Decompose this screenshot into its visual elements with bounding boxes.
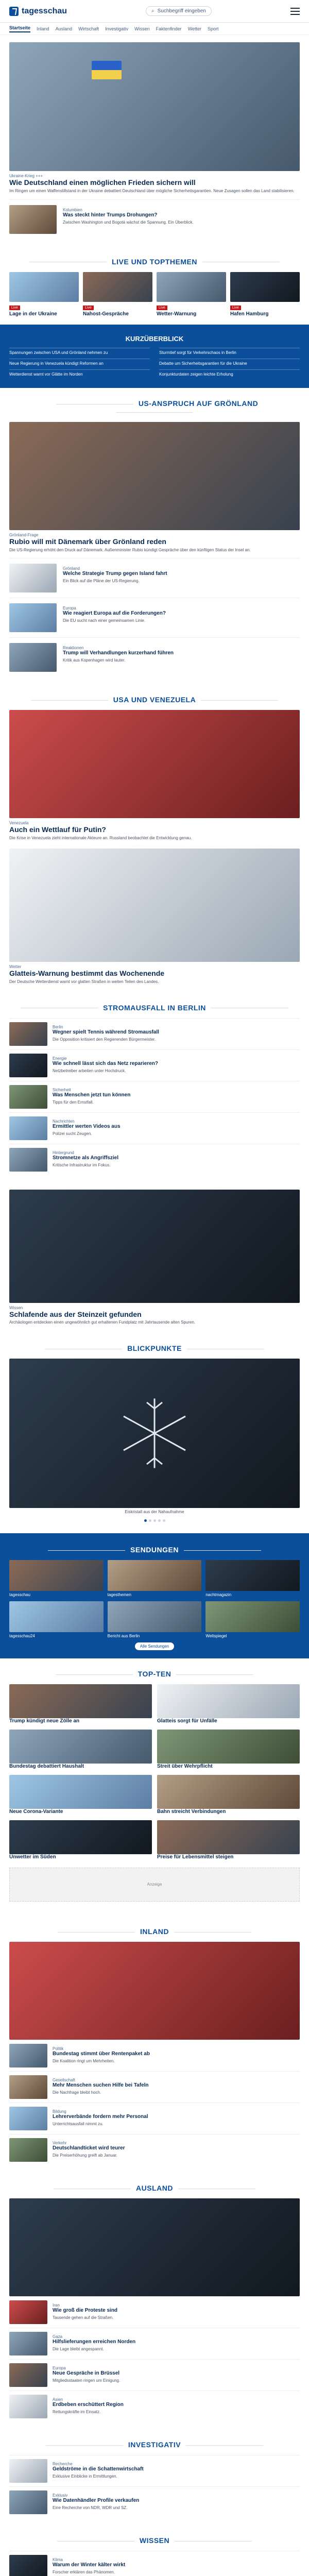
site-header <box>0 0 309 23</box>
topten-card[interactable] <box>157 1730 300 1770</box>
list-topline: Verkehr <box>53 2140 67 2145</box>
live-cards <box>9 272 300 317</box>
special-section <box>0 1182 309 1333</box>
list-image[interactable] <box>9 2459 47 2483</box>
list-headline[interactable]: Hilfslieferungen erreichen Norden <box>53 2338 136 2345</box>
live-card-image[interactable] <box>83 272 152 302</box>
topten-headline[interactable]: Neue Corona-Variante <box>9 1808 63 1815</box>
list-item[interactable] <box>9 2040 300 2071</box>
briefing-item[interactable]: Wetterdienst warnt vor Glätte im Norden <box>9 369 150 377</box>
list-teaser: Rettungskräfte im Einsatz. <box>53 2409 101 2414</box>
ukraine-flag-icon <box>92 61 122 79</box>
topten-image[interactable] <box>9 1730 152 1764</box>
briefing-item[interactable]: Konjunkturdaten zeigen leichte Erholung <box>159 369 300 377</box>
list-item[interactable] <box>9 2296 300 2328</box>
briefing-title: KURZÜBERBLICK <box>125 334 184 343</box>
list-image[interactable] <box>9 2107 47 2130</box>
story-teaser: Ein Blick auf die Pläne der US-Regierung. <box>63 579 140 584</box>
sendung-label: tagesschau <box>9 1592 30 1597</box>
sendung-image[interactable] <box>9 1601 104 1632</box>
greenland-story[interactable] <box>9 598 300 632</box>
story-topline: Reaktionen <box>63 646 84 651</box>
live-card[interactable] <box>157 272 226 317</box>
list-teaser: Die Lage bleibt angespannt. <box>53 2346 104 2351</box>
ausland-section <box>0 2173 309 2429</box>
investigativ-section <box>0 2429 309 2525</box>
weather-image[interactable] <box>9 849 300 962</box>
topten-headline[interactable]: Unwetter im Süden <box>9 1854 56 1860</box>
list-topline: Politik <box>53 2046 64 2051</box>
venezuela-topline: Venezuela <box>9 821 29 826</box>
story-image[interactable] <box>9 603 57 632</box>
list-headline[interactable]: Wie Datenhändler Profile verkaufen <box>53 2497 140 2503</box>
ausland-lead-image[interactable] <box>9 2198 300 2296</box>
list-headline[interactable]: Erdbeben erschüttert Region <box>53 2401 124 2408</box>
special-topline: Wissen <box>9 1305 23 1310</box>
advertisement[interactable]: Anzeige <box>9 1868 300 1902</box>
list-item[interactable] <box>9 1081 300 1112</box>
search-icon: ⌕ <box>151 8 154 14</box>
topten-image[interactable] <box>157 1775 300 1809</box>
topten-card[interactable] <box>9 1684 152 1724</box>
list-teaser: Die Preiserhöhung greift ab Januar. <box>53 2153 117 2158</box>
topten-headline[interactable]: Bundestag debattiert Haushalt <box>9 1763 84 1769</box>
topten-card[interactable] <box>9 1775 152 1815</box>
list-topline: Exklusiv <box>53 2493 68 2498</box>
list-image[interactable] <box>9 2332 47 2355</box>
topten-image[interactable] <box>9 1820 152 1854</box>
hero-section <box>0 35 309 246</box>
topten-grid <box>9 1684 300 1860</box>
hero-headline[interactable]: Wie Deutschland einen möglichen Frieden sichern will <box>9 178 196 187</box>
second-story-image[interactable] <box>9 205 57 234</box>
search-placeholder: Suchbegriff eingeben <box>157 8 206 14</box>
topten-card[interactable] <box>9 1730 152 1770</box>
list-topline: Asien <box>53 2397 63 2402</box>
story-headline[interactable]: Wie reagiert Europa auf die Forderungen? <box>63 611 166 617</box>
sendung-card[interactable] <box>108 1601 202 1638</box>
greenland-topline: Grönland-Frage <box>9 532 39 537</box>
nav-item[interactable]: Startseite <box>9 25 30 32</box>
topten-headline[interactable]: Bahn streicht Verbindungen <box>157 1808 226 1815</box>
briefing-item[interactable]: Spannungen zwischen USA und Grönland nehmen zu <box>9 348 150 355</box>
inland-lead-image[interactable] <box>9 1942 300 2040</box>
berlin-section <box>0 992 309 1182</box>
list-headline[interactable]: Mehr Menschen suchen Hilfe bei Tafeln <box>53 2082 149 2088</box>
list-item[interactable] <box>9 2071 300 2103</box>
live-card-title[interactable]: Wetter-Warnung <box>157 311 197 317</box>
list-item[interactable] <box>9 1144 300 1175</box>
list-item[interactable] <box>9 1112 300 1144</box>
topten-headline[interactable]: Preise für Lebensmittel steigen <box>157 1854 234 1860</box>
venezuela-headline[interactable]: Auch ein Wettlauf für Putin? <box>9 825 106 834</box>
topten-image[interactable] <box>157 1730 300 1764</box>
nav-item[interactable]: Sport <box>208 26 219 31</box>
nav-item[interactable]: Inland <box>37 26 49 31</box>
list-headline[interactable]: Wie groß die Proteste sind <box>53 2307 118 2313</box>
special-image[interactable] <box>9 1190 300 1303</box>
greenland-story[interactable] <box>9 558 300 592</box>
carousel-dots[interactable] <box>9 1519 300 1522</box>
topten-card[interactable] <box>157 1684 300 1724</box>
inland-section <box>0 1916 309 2173</box>
live-card-image[interactable] <box>157 272 226 302</box>
list-item[interactable] <box>9 2486 300 2518</box>
list-image[interactable] <box>9 2300 47 2324</box>
wissen-title: WISSEN <box>9 2536 300 2545</box>
greenland-story[interactable] <box>9 637 300 672</box>
list-headline[interactable]: Wegner spielt Tennis während Stromausfall <box>53 1029 159 1035</box>
live-card[interactable] <box>230 272 300 317</box>
list-topline: Gesellschaft <box>53 2077 76 2082</box>
topten-headline[interactable]: Glatteis sorgt für Unfälle <box>157 1718 217 1724</box>
special-headline[interactable]: Schlafende aus der Steinzeit gefunden <box>9 1310 142 1318</box>
sendung-image[interactable] <box>205 1560 300 1591</box>
sendung-label: Bericht aus Berlin <box>107 1633 140 1638</box>
list-teaser: Exklusive Einblicke in Ermittlungen. <box>53 2473 117 2479</box>
list-teaser: Kritische Infrastruktur im Fokus. <box>53 1162 111 1167</box>
special-teaser: Archäologen entdecken einen ungewöhnlich gut erhaltenen Fundplatz mit Jahrtausende alten Spuren. <box>9 1320 196 1325</box>
sendungen-title: SENDUNGEN <box>9 1546 300 1554</box>
list-teaser: Forscher erklären das Phänomen. <box>53 2569 115 2574</box>
briefing-list <box>9 348 300 378</box>
list-teaser: Die Koalition ringt um Mehrheiten. <box>53 2058 115 2063</box>
live-badge: Live <box>230 306 241 310</box>
sendung-image[interactable] <box>108 1560 202 1591</box>
story-teaser: Die EU sucht nach einer gemeinsamen Linie. <box>63 618 146 623</box>
ausland-title: AUSLAND <box>9 2184 300 2192</box>
inland-title: INLAND <box>9 1927 300 1936</box>
story-headline[interactable]: Trump will Verhandlungen kurzerhand führen <box>63 650 174 656</box>
list-image[interactable] <box>9 2555 47 2576</box>
live-section <box>0 246 309 325</box>
list-topline: Iran <box>53 2302 60 2308</box>
topten-card[interactable] <box>157 1820 300 1860</box>
list-headline[interactable]: Geldströme in die Schattenwirtschaft <box>53 2466 144 2472</box>
list-topline: Klima <box>53 2557 63 2562</box>
blickpunkte-caption: Eiskristall aus der Nahaufnahme <box>125 1510 184 1515</box>
weather-headline[interactable]: Glatteis-Warnung bestimmt das Wochenende <box>9 969 165 977</box>
list-item[interactable] <box>9 2103 300 2134</box>
list-teaser: Eine Recherche von NDR, WDR und SZ. <box>53 2505 128 2510</box>
list-image[interactable] <box>9 1085 47 1109</box>
sendung-label: nachtmagazin <box>205 1592 232 1597</box>
live-card-image[interactable] <box>9 272 79 302</box>
list-item[interactable] <box>9 1049 300 1081</box>
sendung-image[interactable] <box>205 1601 300 1632</box>
berlin-list <box>9 1018 300 1175</box>
venezuela-section <box>0 684 309 992</box>
sendung-label: tagesthemen <box>107 1592 131 1597</box>
investigativ-title: INVESTIGATIV <box>9 2441 300 2449</box>
list-teaser: Mitgliedsstaaten ringen um Einigung. <box>53 2378 121 2383</box>
list-topline: Energie <box>53 1056 67 1061</box>
greenland-teaser: Die US-Regierung erhöht den Druck auf Dänemark. Außenminister Rubio kündigt Gespräche über den künftigen Status der Insel an. <box>9 547 251 552</box>
list-image[interactable] <box>9 1116 47 1140</box>
list-teaser: Unterrichtsausfall nimmt zu. <box>53 2121 104 2126</box>
greenland-headline[interactable]: Rubio will mit Dänemark über Grönland reden <box>9 537 166 546</box>
second-teaser: Zwischen Washington und Bogotá wächst die Spannung. Ein Überblick. <box>63 219 194 225</box>
list-image[interactable] <box>9 1054 47 1077</box>
list-topline: Sicherheit <box>53 1087 71 1092</box>
live-card-title[interactable]: Hafen Hamburg <box>230 311 269 317</box>
list-headline[interactable]: Wie schnell lässt sich das Netz reparieren? <box>53 1060 158 1066</box>
sendung-image[interactable] <box>9 1560 104 1591</box>
hero-teaser: Im Ringen um einen Waffenstillstand in der Ukraine debattiert Deutschland über mögliche Sicherheitsgarantien. Neue Zusagen sollen das Land stabilisieren. <box>9 188 295 193</box>
story-headline[interactable]: Welche Strategie Trump gegen Island fahrt <box>63 571 167 577</box>
venezuela-teaser: Die Krise in Venezuela zieht internationale Akteure an. Russland beobachtet die Entwicklung genau. <box>9 836 192 841</box>
briefing-item[interactable]: Neue Regierung in Venezuela kündigt Reformen an <box>9 359 150 366</box>
list-headline[interactable]: Bundestag stimmt über Rentenpaket ab <box>53 2050 150 2057</box>
live-section-title: LIVE UND TOPTHEMEN <box>9 258 300 266</box>
list-teaser: Tipps für den Ernstfall. <box>53 1099 94 1105</box>
briefing-item[interactable]: Debatte um Sicherheitsgarantien für die Ukraine <box>159 359 300 366</box>
snowflake-icon <box>116 1395 193 1472</box>
list-teaser: Die Opposition kritisiert den Regierenden Bürgermeister. <box>53 1037 156 1042</box>
weather-teaser: Der Deutsche Wetterdienst warnt vor glatten Straßen in weiten Teilen des Landes. <box>9 979 159 984</box>
live-card[interactable] <box>83 272 152 317</box>
live-badge: Live <box>157 306 167 310</box>
live-card-image[interactable] <box>230 272 300 302</box>
topten-title: TOP-TEN <box>9 1670 300 1678</box>
menu-icon[interactable] <box>290 8 300 15</box>
topten-headline[interactable]: Trump kündigt neue Zölle an <box>9 1718 80 1724</box>
greenland-image[interactable] <box>9 422 300 530</box>
list-image[interactable] <box>9 2363 47 2387</box>
search-field[interactable] <box>146 6 212 16</box>
live-card-title[interactable]: Lage in der Ukraine <box>9 311 57 317</box>
list-image[interactable] <box>9 2395 47 2418</box>
list-image[interactable] <box>9 1148 47 1172</box>
list-headline[interactable]: Lehrerverbände fordern mehr Personal <box>53 2113 148 2120</box>
list-image[interactable] <box>9 2044 47 2067</box>
list-image[interactable] <box>9 2138 47 2162</box>
berlin-section-title: STROMAUSFALL IN BERLIN <box>9 1004 300 1012</box>
second-topline: Kolumbien <box>63 207 82 212</box>
list-headline[interactable]: Stromnetze als Angriffsziel <box>53 1155 118 1161</box>
list-headline[interactable]: Ermittler werten Videos aus <box>53 1123 121 1129</box>
list-teaser: Die Nachfrage bleibt hoch. <box>53 2090 101 2095</box>
list-topline: Hintergrund <box>53 1150 74 1155</box>
story-teaser: Kritik aus Kopenhagen wird lauter. <box>63 658 126 663</box>
list-headline[interactable]: Neue Gespräche in Brüssel <box>53 2370 120 2376</box>
sendung-label: tagesschau24 <box>9 1633 35 1638</box>
sendungen-grid <box>9 1560 300 1638</box>
topten-image[interactable] <box>157 1684 300 1718</box>
blickpunkte-section <box>0 1333 309 1533</box>
list-headline[interactable]: Deutschlandticket wird teurer <box>53 2145 125 2151</box>
story-image[interactable] <box>9 564 57 592</box>
sendung-image[interactable] <box>108 1601 202 1632</box>
list-item[interactable] <box>9 2134 300 2165</box>
nav-item[interactable]: Wetter <box>187 26 202 31</box>
list-item[interactable] <box>9 2551 300 2576</box>
second-story[interactable] <box>9 199 300 234</box>
topten-image[interactable] <box>157 1820 300 1854</box>
list-item[interactable] <box>9 2359 300 2391</box>
list-topline: Gaza <box>53 2334 63 2339</box>
nav-item[interactable]: Faktenfinder <box>156 26 182 31</box>
all-sendungen-button[interactable]: Alle Sendungen <box>135 1642 175 1650</box>
list-topline: Bildung <box>53 2109 66 2114</box>
list-teaser: Tausende gehen auf die Straßen. <box>53 2315 114 2320</box>
topten-card[interactable] <box>9 1820 152 1860</box>
list-image[interactable] <box>9 1022 47 1046</box>
list-image[interactable] <box>9 2075 47 2099</box>
list-item[interactable] <box>9 2328 300 2359</box>
sendungen-section <box>0 1533 309 1658</box>
second-headline[interactable]: Was steckt hinter Trumps Drohungen? <box>63 212 158 218</box>
list-item[interactable] <box>9 1018 300 1049</box>
list-item[interactable] <box>9 2455 300 2486</box>
blickpunkte-title: BLICKPUNKTE <box>9 1344 300 1352</box>
sendung-card[interactable] <box>108 1560 202 1597</box>
topten-image[interactable] <box>9 1775 152 1809</box>
story-topline: Europa <box>63 606 76 611</box>
nav-item[interactable]: Ausland <box>55 26 73 31</box>
nav-item[interactable]: Wirtschaft <box>78 26 99 31</box>
list-topline: Nachrichten <box>53 1118 75 1124</box>
live-badge: Live <box>83 306 94 310</box>
list-topline: Berlin <box>53 1024 63 1029</box>
venezuela-section-title: USA UND VENEZUELA <box>9 696 300 704</box>
hero-image[interactable] <box>9 42 300 171</box>
sendung-card[interactable] <box>205 1560 300 1597</box>
investigativ-list <box>9 2455 300 2518</box>
brand-name: tagesschau <box>22 6 67 15</box>
ausland-list <box>9 2296 300 2422</box>
list-item[interactable] <box>9 2391 300 2422</box>
sendung-label: Weltspiegel <box>205 1633 227 1638</box>
main-nav <box>0 23 309 35</box>
live-card-title[interactable]: Nahost-Gespräche <box>83 311 129 317</box>
greenland-section-title: US-ANSPRUCH AUF GRÖNLAND <box>9 399 300 416</box>
topten-headline[interactable]: Streit über Wehrpflicht <box>157 1763 213 1769</box>
sendung-card[interactable] <box>9 1601 104 1638</box>
list-teaser: Netzbetreiber arbeiten unter Hochdruck. <box>53 1068 126 1073</box>
hero-topline: Ukraine-Krieg +++ <box>9 174 43 178</box>
briefing-box <box>0 325 309 388</box>
list-headline[interactable]: Was Menschen jetzt tun können <box>53 1092 131 1098</box>
live-badge: Live <box>9 306 20 310</box>
nav-item[interactable]: Wissen <box>134 26 150 31</box>
wissen-section <box>0 2525 309 2576</box>
list-topline: Recherche <box>53 2461 73 2466</box>
story-topline: Grönland <box>63 566 80 571</box>
site-logo[interactable] <box>9 7 67 16</box>
sendung-card[interactable] <box>9 1560 104 1597</box>
list-headline[interactable]: Warum der Winter kälter wirkt <box>53 2562 126 2568</box>
inland-list <box>9 2040 300 2165</box>
topten-section <box>0 1658 309 1916</box>
list-topline: Europa <box>53 2365 66 2370</box>
list-image[interactable] <box>9 2490 47 2514</box>
live-card[interactable] <box>9 272 79 317</box>
sendung-card[interactable] <box>205 1601 300 1638</box>
list-teaser: Polizei sucht Zeugen. <box>53 1131 92 1136</box>
topten-image[interactable] <box>9 1684 152 1718</box>
logo-icon <box>9 7 19 16</box>
venezuela-image[interactable] <box>9 710 300 818</box>
story-image[interactable] <box>9 643 57 672</box>
topten-card[interactable] <box>157 1775 300 1815</box>
greenland-section <box>0 388 309 685</box>
weather-topline: Wetter <box>9 964 22 969</box>
briefing-item[interactable]: Sturmtief sorgt für Verkehrschaos in Berlin <box>159 348 300 355</box>
blickpunkte-image[interactable] <box>9 1359 300 1508</box>
wissen-list <box>9 2551 300 2576</box>
nav-item[interactable]: Investigativ <box>105 26 129 31</box>
